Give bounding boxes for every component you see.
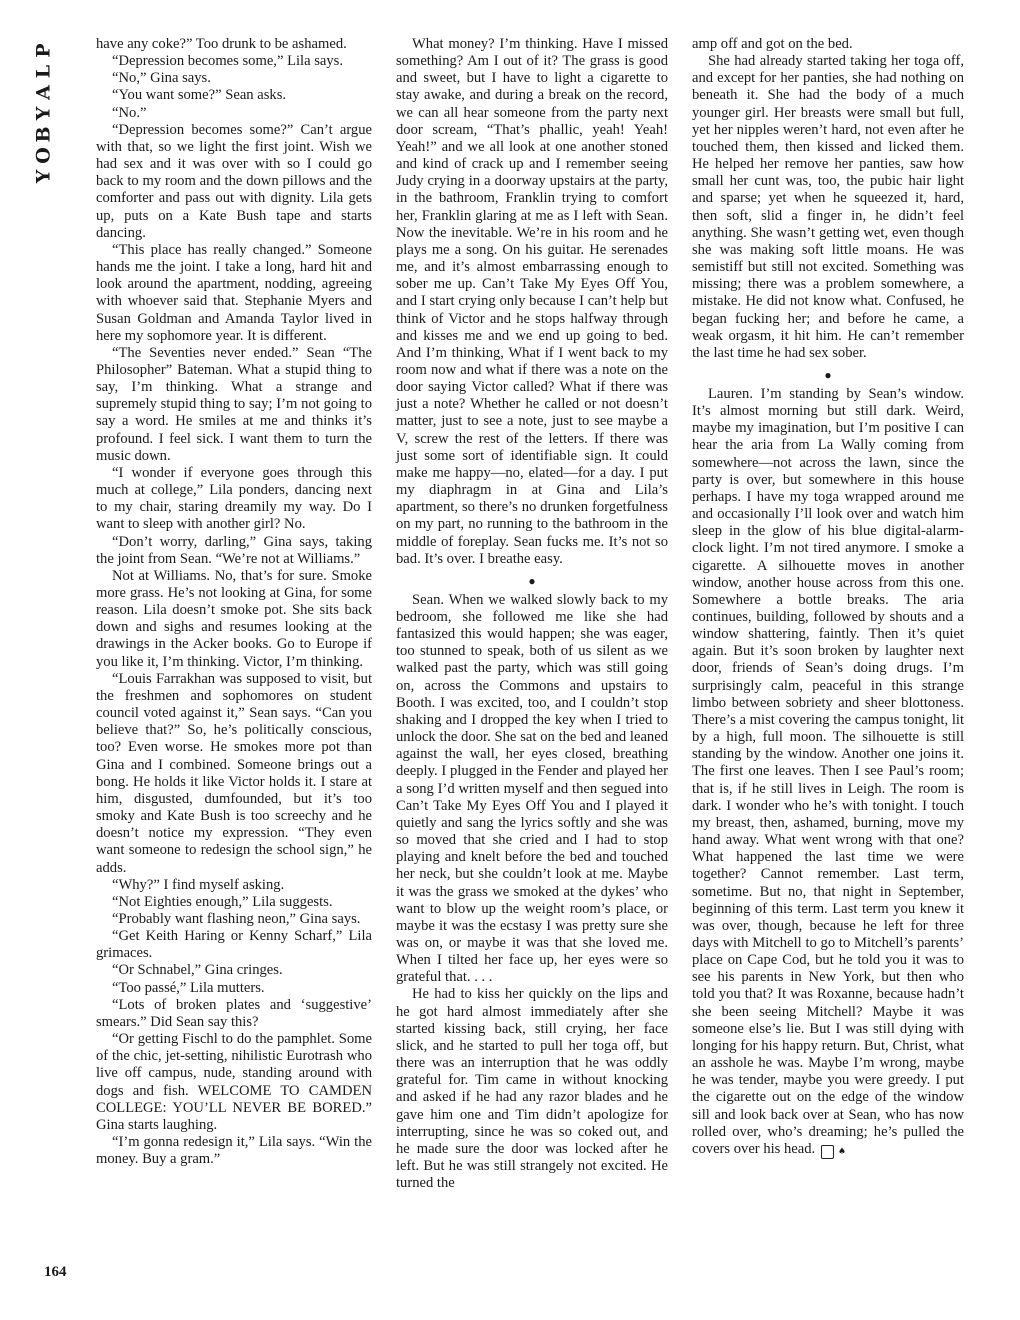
paragraph: “The Seventies never ended.” Sean “The Philosopher” Bateman. What a stupid thing to say, I’m thinking. What a strange and supremely stupid thing to say; I’m not going to say a word. He smiles at me and thinks it’s profound. I feel sick. I want them to turn the music down.	[96, 344, 372, 464]
end-mark-icon: ♠	[821, 1145, 834, 1159]
paragraph: “You want some?” Sean asks.	[112, 87, 287, 104]
paragraph: “I’m gonna redesign it,” Lila says. “Win the money. Buy a gram.”	[96, 1134, 372, 1168]
paragraph: Not at Williams. No, that’s for sure. Smoke more grass. He’s not looking at Gina, for some reason. Lila doesn’t smoke pot. She sits back down and sighs and resumes looking at the drawings in the Acker books. Go to Europe if you like it, I’m thinking. Victor, I’m thinking.	[96, 567, 372, 670]
section-separator-icon: ●	[528, 573, 536, 588]
logo-letter: A	[32, 85, 55, 100]
paragraph: “Get Keith Haring or Kenny Scharf,” Lila grimaces.	[96, 928, 372, 962]
logo-letter: Y	[32, 106, 55, 121]
paragraph: “Louis Farrakhan was supposed to visit, but the freshmen and sophomores on student council voted against it,” Sean says. “Can you believe that?” So, he’s politically conscious, too? Even worse. He smokes more pot than Gina and I combined. Someone brings out a bong. He holds it like Victor holds it. I stare at him, disgusted, dumfounded, but it’s too smoky and Kate Bush is too screechy and he doesn’t notice my expression. “They even want someone to redesign the school sign,” he adds.	[96, 670, 372, 876]
paragraph: “Probably want flashing neon,” Gina says.	[112, 910, 361, 927]
paragraph: “Lots of broken plates and ‘suggestive’ smears.” Did Sean say this?	[96, 996, 372, 1030]
paragraph: Sean. When we walked slowly back to my bedroom, she followed me like she had fantasized this would happen; she was eager, too stunned to speak, both of us silent as we walked past the party, which was still going on, across the Commons and upstairs to Booth. I was excited, too, and I couldn’t stop shaking and I dropped the key when I tried to unlock the door. She sat on the bed and leaned against the wall, her eyes closed, breathing deeply. I plugged in the Fender and played her a song I’d written myself and then segued into Can’t Take My Eyes Off You and I played it quietly and sang the lyrics softly and she was so moved that she cried and I had to stop playing and knelt before the bed and touched her neck, but she couldn’t look at me. Maybe it was the grass we smoked at the dykes’ who want to blow up the weight room’s place, or maybe it was the ecstasy I was pretty sure she was on, or maybe it was that she loved me. When I tilted her face up, her eyes were so grateful that. . . .	[396, 591, 668, 986]
paragraph: “No.”	[112, 104, 147, 121]
paragraph: “Depression becomes some?” Can’t argue with that, so we light the first joint. Wish we had sex and it was over with so I could go back to my room and the down pillows and the comforter and pass out with dignity. Lila gets up, puts on a Kate Bush tape and starts dancing.	[96, 121, 372, 241]
paragraph: “Not Eighties enough,” Lila suggests.	[112, 893, 333, 910]
logo-letter: B	[32, 126, 55, 143]
paragraph: “Don’t worry, darling,” Gina says, taking the joint from Sean. “We’re not at Williams.”	[96, 533, 372, 567]
paragraph: amp off and got on the bed.	[692, 36, 853, 52]
paragraph: have any coke?” Too drunk to be ashamed.	[96, 36, 347, 52]
paragraph: “This place has really changed.” Someone hands me the joint. I take a long, hard hit and look around the apartment, nodding, agreeing with whoever said that. Stephanie Myers and Susan Goldman and Amanda Taylor lived in here my sophomore year. It is different.	[96, 241, 372, 344]
text-column-2	[396, 36, 668, 1192]
text-column-1	[96, 36, 372, 1168]
paragraph: “I wonder if everyone goes through this much at college,” Lila ponders, dancing next to my chair, staring dreamily my way. Do I want to sleep with another girl? No.	[96, 464, 372, 533]
paragraph: What money? I’m thinking. Have I missed something? Am I out of it? The grass is good and sweet, but I have to light a cigarette to stay awake, and during a break on the record, we can all hear someone from the party next door scream, “That’s phallic, yeah! Yeah! Yeah!” and we all look at one another stoned and kind of crack up and I remember seeing Judy crying in a doorway upstairs at the party, in the bathroom, Franklin trying to comfort her, Franklin glaring at me as I left with Sean. Now the inevitable. We’re in his room and he plays me a song. On his guitar. He serenades me, and it’s almost embarrassing enough to sober me up. Can’t Take My Eyes Off You, and I start crying only because I can’t help but think of Victor and he stops halfway through and kisses me and we end up going to bed. And I’m thinking, What if I went back to my room now and what if there was a note on the door saying Victor called? What if there was just a note? Whether he called or not doesn’t matter, just to see a note, just to see maybe a V, screw the rest of the letters. If there was just some sort of identifiable sign. It could make me happy—no, elated—for a day. I put my diaphragm in at Gina and Lila’s apartment, so there’s no drunken forgetfulness on my part, no running to the bathroom in the middle of foreplay. Sean fucks me. It’s not so bad. It’s over. I breathe easy.	[396, 36, 668, 567]
page-number: 164	[44, 1264, 67, 1280]
section-separator-icon: ●	[824, 367, 832, 382]
paragraph: “Or Schnabel,” Gina cringes.	[112, 962, 283, 979]
logo-letter: O	[32, 147, 55, 164]
paragraph: “Too passé,” Lila mutters.	[112, 979, 265, 996]
paragraph: She had already started taking her toga off, and except for her panties, she had nothing on beneath it. She had the body of a much younger girl. Her breasts were small but full, yet her nipples weren’t hard, not even after he touched them, then kissed and licked them. He helped her remove her panties, saw how small her cunt was, too, the pubic hair light and sparse; yet when he squeezed it, hard, then soft, slid a finger in, he didn’t feel anything. She wasn’t getting wet, even though she was making soft little moans. He was semistiff but still not excited. Something was missing; there was a problem somewhere, a mistake. He did not know what. Confused, he began fucking her; and before he came, a weak orgasm, it hit him. He can’t remember the last time he had sex sober.	[692, 53, 964, 361]
paragraph: “Depression becomes some,” Lila says.	[112, 53, 343, 70]
paragraph: “No,” Gina says.	[112, 70, 211, 87]
logo-letter: Y	[32, 169, 55, 184]
paragraph: He had to kiss her quickly on the lips and he got hard almost immediately after she started kissing back, still crying, her face slick, and he started to pull her toga off, but there was an interruption that he was oddly grateful for. Tim came in without knocking and asked if he had any razor blades and he gave him one and Tim didn’t apologize for interrupting, since he was so coked out, and he made sure the door was locked after he left. But he was still strangely not excited. He turned the	[396, 986, 668, 1192]
paragraph: “Or getting Fischl to do the pamphlet. Some of the chic, jet-setting, nihilistic Eurotrash who live off campus, nude, standing around with dogs and fish. WELCOME TO CAMDEN COLLEGE: YOU’LL NEVER BE BORED.” Gina starts laughing.	[96, 1031, 372, 1133]
logo-letter: L	[32, 64, 55, 79]
side-logo	[30, 40, 58, 187]
paragraph: Lauren. I’m standing by Sean’s window. It’s almost morning but still dark. Weird, maybe my imagination, but I’m positive I can hear the aria from La Wally coming from somewhere—not across the lawn, since the party is over, but somewhere in this house perhaps. I have my toga wrapped around me and occasionally I’ll look over and watch him sleep in the glow of his blue digital-alarm-clock light. I’m not tired anymore. I smoke a cigarette. A silhouette moves in another window, another house across from this one. Somewhere a bottle breaks. The aria continues, building, followed by shouts and a window shattering, faintly. Then it’s quiet again. But it’s soon broken by laughter next door, friends of Sean’s doing drugs. I’m surprisingly calm, peaceful in this strange limbo between sobriety and sheer blottoness. There’s a mist covering the campus tonight, lit by a high, full moon. The silhouette is still standing by the window. Another one joins it. The first one leaves. Then I see Paul’s room; that is, if he still lives in Leigh. The room is dark. I wonder who he’s with tonight. I touch my breast, then, ashamed, burning, move my hand away. What went wrong with that one? What happened the last time we were together? Cannot remember. Last term, sometime. But no, that night in September, beginning of this term. Last term you knew it was over, though, because he left for three days with Mitchell to go to Mitchell’s parents’ place on Cape Cod, but he told you it was to see his parents in New York, but then who told you that? It was Roxanne, because hadn’t she been seeing Mitchell? Maybe it was someone else’s lie. But I was still dying with longing for his happy return. But, Christ, what an asshole he was. Maybe I’m wrong, maybe he was tender, maybe you were greedy. I put the cigarette out on the edge of the window sill and look back over at Sean, who has now rolled over, who’s dreaming; he’s pulled the covers over his head. ♠	[692, 385, 964, 1157]
logo-letter: P	[32, 43, 55, 58]
paragraph: “Why?” I find myself asking.	[112, 876, 285, 893]
text-column-3	[692, 36, 964, 1159]
